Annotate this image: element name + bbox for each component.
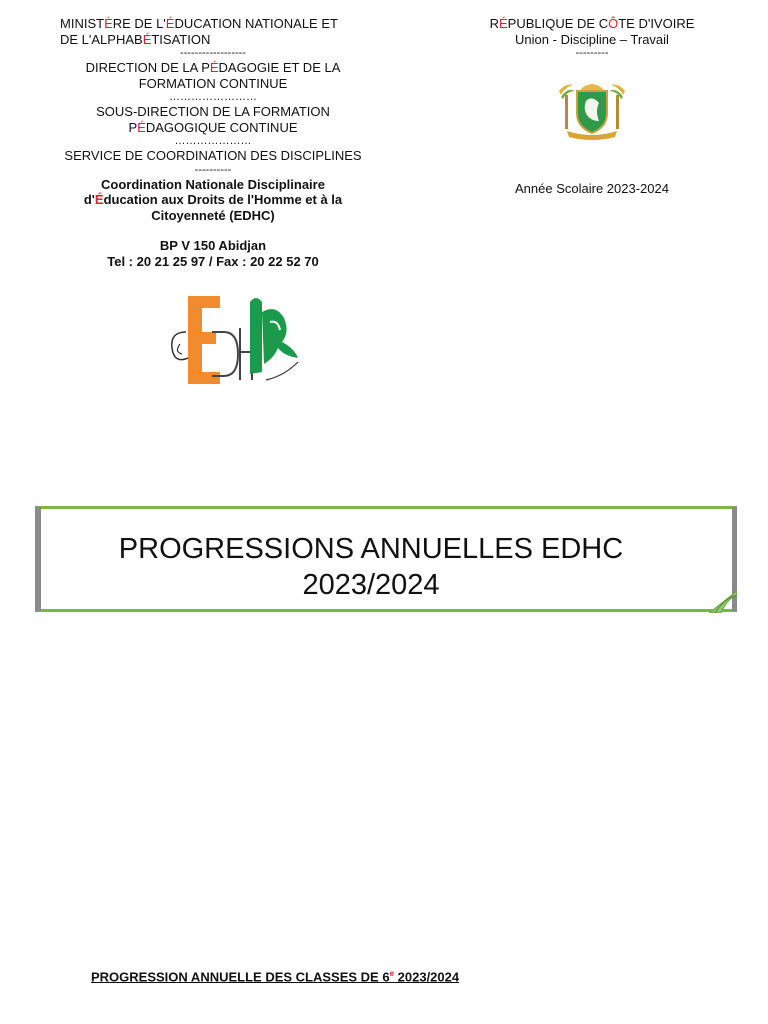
left-header [60,16,366,269]
separator: …………………… [169,91,257,103]
coordination-line-2: d'Éducation aux Droits de l'Homme et à la [83,192,343,207]
direction-line-2: FORMATION CONTINUE [138,75,288,91]
postal-box: BP V 150 Abidjan [159,238,267,253]
sous-direction-line-1: SOUS-DIRECTION DE LA FORMATION [96,104,330,119]
title-line-2: 2023/2024 [302,569,440,601]
edhc-logo-icon [166,292,306,388]
document-title [91,531,651,603]
telephone-fax: Tel : 20 21 25 97 / Fax : 20 22 52 70 [107,253,319,269]
sous-direction-line-2: PÉDAGOGIQUE CONTINUE [128,119,298,135]
footer-progression-heading: PROGRESSION ANNUELLE DES CLASSES DE 6e 2023/2024 [91,969,460,985]
separator: ------------------ [180,47,246,59]
page-curl-icon [709,591,737,613]
separator: --------- [575,47,609,59]
right-header [460,16,724,197]
separator: ---------- [194,163,232,176]
national-motto: Union - Discipline – Travail [515,31,669,47]
ministry-line-2: DE L'ALPHABÉTISATION [60,31,211,47]
service-line: SERVICE DE COORDINATION DES DISCIPLINES [64,148,362,163]
ministry-line-1: MINISTÈRE DE L'ÉDUCATION NATIONALE ET [60,16,338,31]
title-frame [35,506,737,612]
direction-line-1: DIRECTION DE LA PÉDAGOGIE ET DE LA [85,60,341,75]
separator: ………………… [174,135,252,147]
coordination-line-3: Citoyenneté (EDHC) [151,207,275,223]
republic-name: RÉPUBLIQUE DE CÔTE D'IVOIRE [489,16,695,31]
coordination-line-1: Coordination Nationale Disciplinaire [101,176,325,192]
school-year: Année Scolaire 2023-2024 [515,181,669,196]
title-line-1: PROGRESSIONS ANNUELLES EDHC [118,533,624,565]
coat-of-arms-icon [553,77,631,141]
